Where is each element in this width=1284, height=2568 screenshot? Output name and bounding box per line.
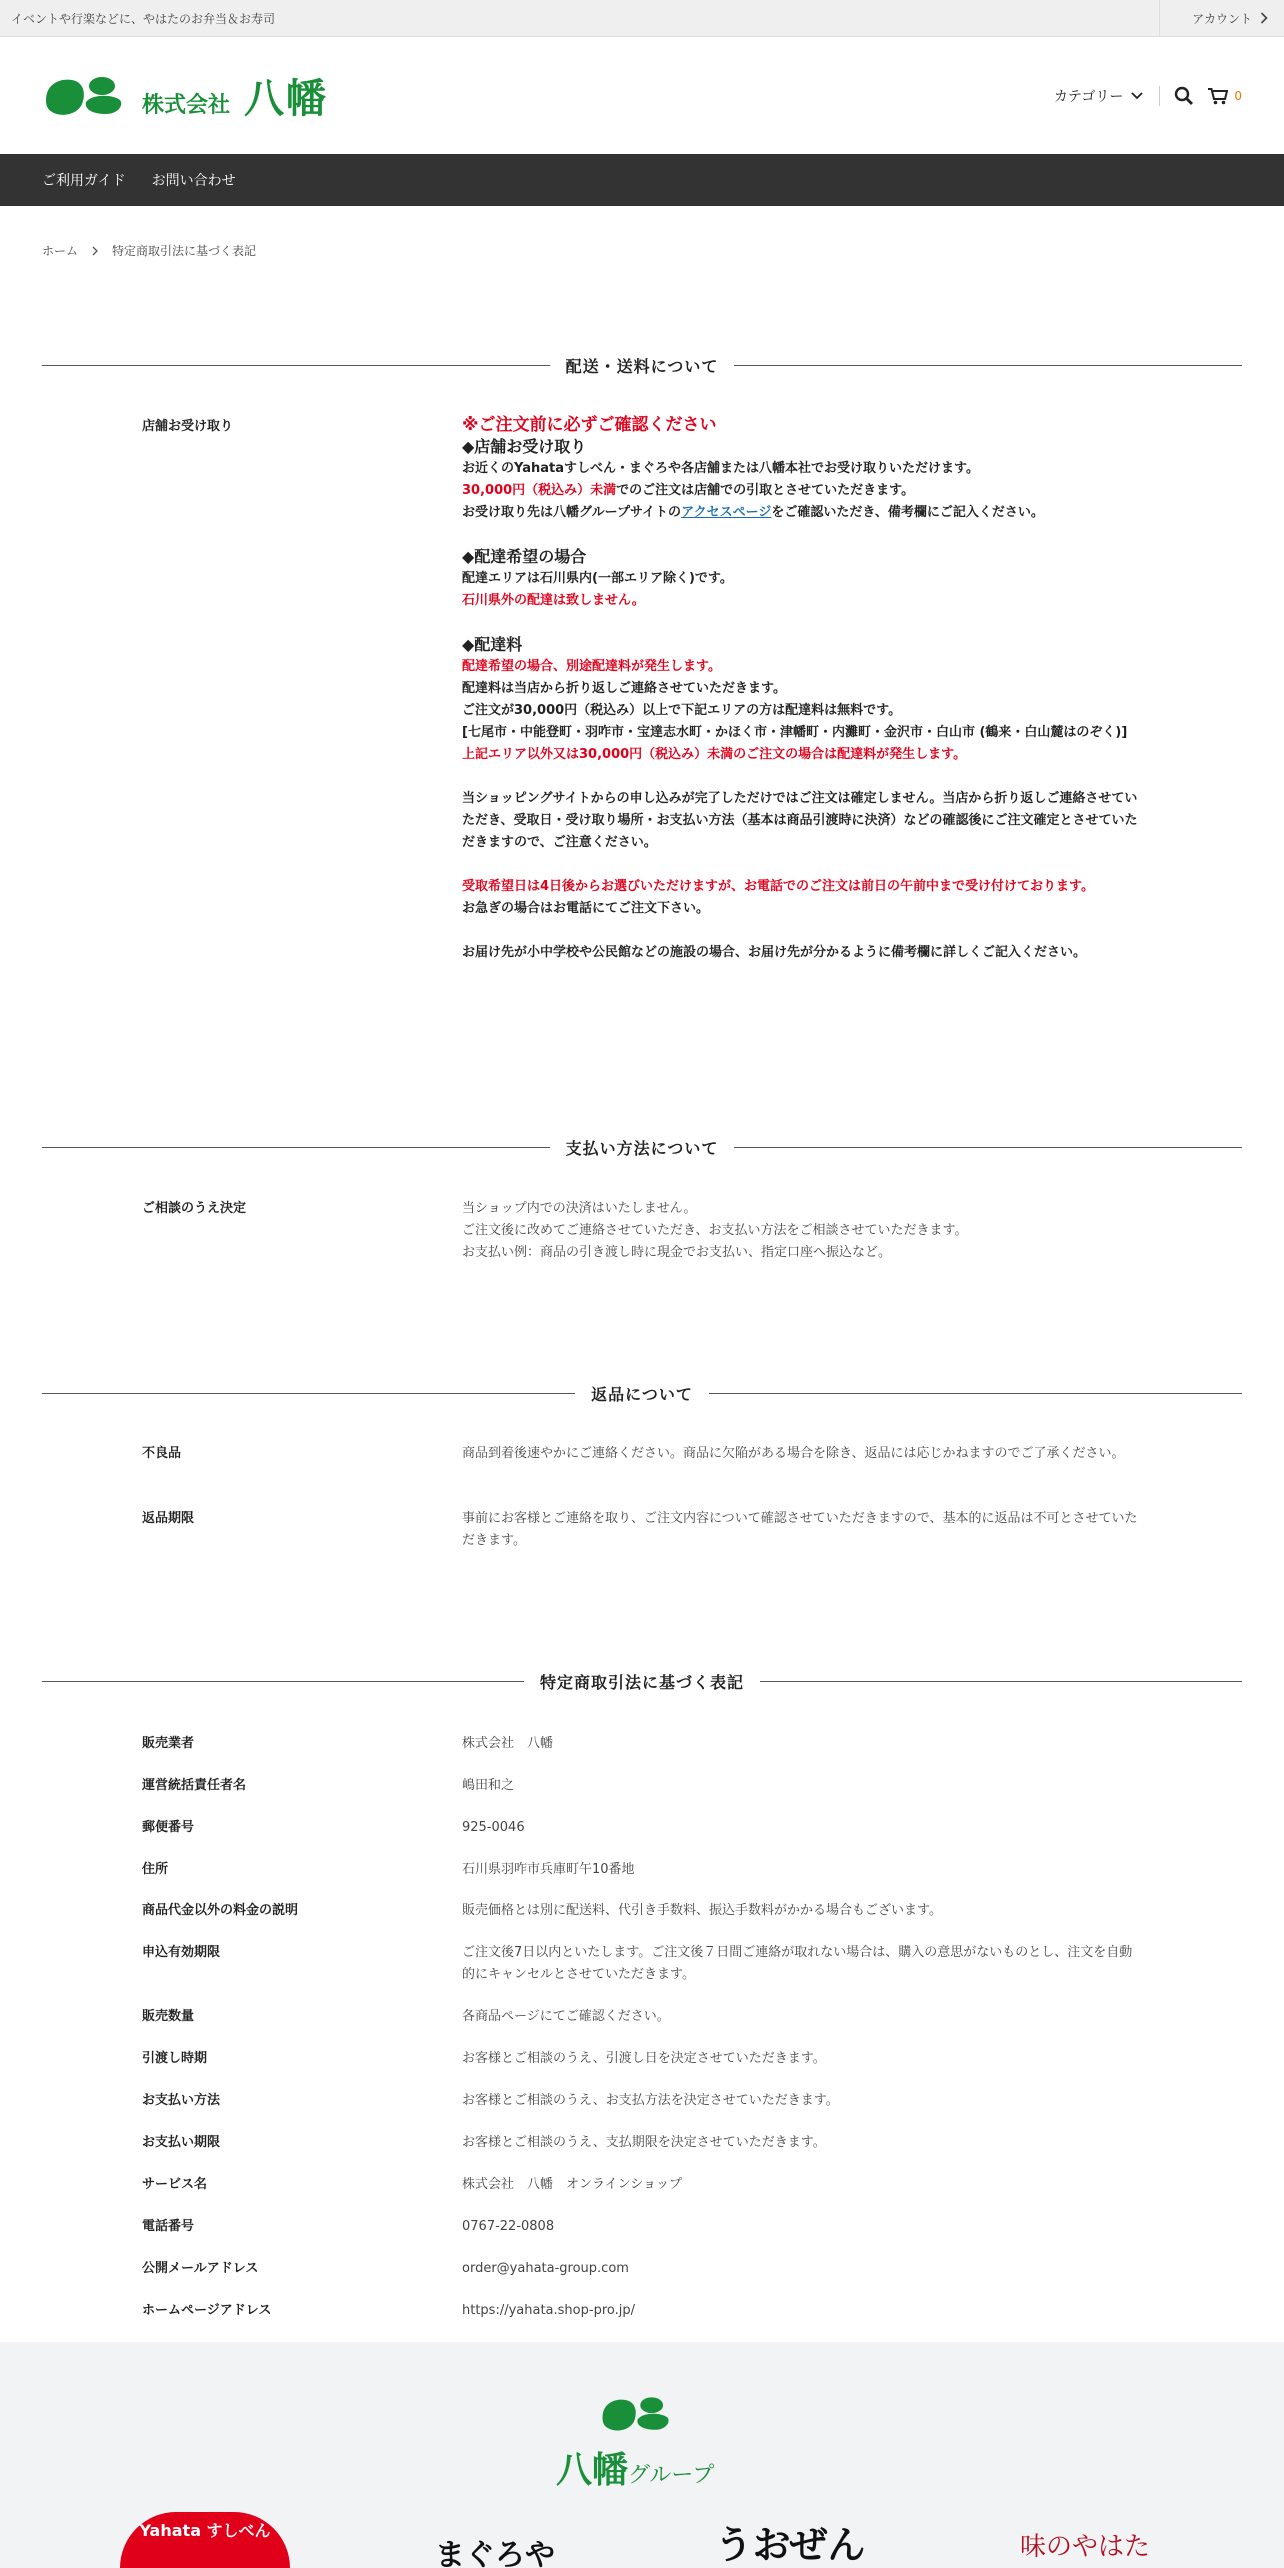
shipping-red-text: 上記エリア以外又は30,000円（税込み）未満のご注文の場合は配達料が発生します。 <box>462 747 967 762</box>
shipping-text: [七尾市・中能登町・羽咋市・宝達志水町・かほく市・津幡町・内灘町・金沢市・白山市 (鶴来・白山麓はのぞく)] <box>462 725 1128 740</box>
breadcrumb <box>0 206 1284 259</box>
shipping-heading-fee: ◆配達料 <box>462 635 523 654</box>
legal-value: お客様とご相談のうえ、支払期限を決定させていただきます。 <box>462 2135 826 2150</box>
legal-label: 引渡し時期 <box>142 2051 208 2066</box>
legal-row <box>142 1942 1142 1986</box>
legal-label: 住所 <box>142 1862 169 1877</box>
legal-value: 株式会社 八幡 <box>462 1736 554 1751</box>
legal-value: 販売価格とは別に配送料、代引き手数料、振込手数料がかかる場合もございます。 <box>462 1903 942 1918</box>
brand-maguroya-logo[interactable] <box>405 2530 585 2568</box>
shipping-red-text: 受取希望日は4日後からお選びいただけますが、お電話でのご注文は前日の午前中まで受け付けております。 <box>462 879 1095 894</box>
legal-row <box>142 2216 1142 2238</box>
payment-section-title: 支払い方法について <box>42 1137 1242 1157</box>
access-page-link[interactable]: アクセスページ <box>681 505 772 520</box>
group-logo-main: 八幡 <box>556 2450 629 2491</box>
top-bar-message: イベントや行楽などに、やはたのお弁当＆お寿司 <box>11 11 276 26</box>
legal-value: https://yahata.shop-pro.jp/ <box>462 2303 635 2318</box>
brand-ajinoyahata-logo[interactable] <box>1000 2526 1170 2563</box>
legal-label: 申込有効期限 <box>142 1945 221 1960</box>
brand-uozen-logo[interactable] <box>705 2514 875 2568</box>
shipping-text: ご注文が30,000円（税込み）以上で下記エリアの方は配達料は無料です。 <box>462 703 902 718</box>
shipping-notice: ※ご注文前に必ずご確認ください <box>462 415 717 435</box>
legal-row <box>142 2048 1142 2070</box>
legal-row <box>142 2258 1142 2280</box>
shipping-heading-pickup: ◆店舗お受け取り <box>462 437 587 456</box>
shipping-details <box>462 414 1142 964</box>
shipping-text: 配達エリアは石川県内(一部エリア除く)です。 <box>462 571 733 586</box>
legal-row <box>142 1733 1142 1755</box>
returns-section-title: 返品について <box>42 1383 1242 1403</box>
returns-value: 商品到着後速やかにご連絡ください。商品に欠陥がある場合を除き、返品には応じかねますのでご了承ください。 <box>462 1446 1125 1461</box>
legal-value: 0767-22-0808 <box>462 2219 555 2234</box>
legal-row <box>142 2174 1142 2196</box>
yahata-logo-icon <box>599 2392 671 2436</box>
legal-value: 嶋田和之 <box>462 1778 515 1793</box>
site-logo[interactable] <box>42 67 328 124</box>
legal-label: 郵便番号 <box>142 1820 195 1835</box>
top-bar <box>0 0 1284 37</box>
legal-label: 商品代金以外の料金の説明 <box>142 1903 299 1918</box>
main-nav <box>0 154 1284 206</box>
legal-label: ホームページアドレス <box>142 2303 272 2318</box>
brand-uozen-name: うおぜん <box>714 2523 866 2567</box>
chevron-right-icon <box>92 246 98 256</box>
legal-value: お客様とご相談のうえ、引渡し日を決定させていただきます。 <box>462 2051 826 2066</box>
returns-row <box>142 1508 1142 1552</box>
logo-name-text: 八幡 <box>244 76 329 122</box>
nav-guide-link[interactable]: ご利用ガイド <box>42 173 126 189</box>
returns-value: 事前にお客様とご連絡を取り、ご注文内容について確認させていただきますので、基本的に返品は不可とさせていただきます。 <box>462 1511 1138 1548</box>
account-link[interactable] <box>1159 0 1284 36</box>
legal-row <box>142 2006 1142 2028</box>
shipping-heading-delivery: ◆配達希望の場合 <box>462 547 587 566</box>
legal-label: 販売業者 <box>142 1736 195 1751</box>
breadcrumb-home-link[interactable]: ホーム <box>42 244 79 258</box>
legal-row <box>142 1817 1142 1839</box>
legal-label: サービス名 <box>142 2177 208 2192</box>
payment-text: ご注文後に改めてご連絡させていただき、お支払い方法をご相談させていただきます。 <box>462 1223 968 1238</box>
legal-label: 販売数量 <box>142 2009 195 2024</box>
category-label: カテゴリー <box>1053 88 1124 105</box>
legal-value: ご注文後7日以内といたします。ご注文後７日間ご連絡が取れない場合は、購入の意思がないものとし、注文を自動的にキャンセルとさせていただきます。 <box>462 1945 1133 1982</box>
cart-button[interactable] <box>1208 87 1242 105</box>
legal-row <box>142 1775 1142 1797</box>
logo-corp-text: 株式会社 <box>142 93 231 118</box>
group-logo-sub: グループ <box>628 2463 715 2488</box>
site-footer <box>0 2342 1284 2568</box>
brand-sushiben-logo[interactable] <box>120 2512 290 2568</box>
shipping-red-text: 30,000円（税込み）未満 <box>462 483 617 498</box>
shipping-label: 店舗お受け取り <box>142 419 234 434</box>
legal-row <box>142 1900 1142 1922</box>
legal-value: 石川県羽咋市兵庫町午10番地 <box>462 1862 635 1877</box>
legal-value: order@yahata-group.com <box>462 2261 629 2276</box>
shipping-text: 配達料は当店から折り返しご連絡させていただきます。 <box>462 681 786 696</box>
shipping-text: をご確認いただき、備考欄にご記入ください。 <box>771 505 1044 520</box>
legal-row <box>142 2132 1142 2154</box>
chevron-right-icon <box>1260 12 1268 24</box>
legal-label: 運営統括責任者名 <box>142 1778 247 1793</box>
returns-label: 返品期限 <box>142 1511 195 1526</box>
legal-value: 株式会社 八幡 オンラインショップ <box>462 2177 683 2192</box>
legal-section-title: 特定商取引法に基づく表記 <box>42 1671 1242 1691</box>
shipping-text: お近くのYahataすしべん・まぐろや各店舗または八幡本社でお受け取りいただけます。 <box>462 461 979 476</box>
shipping-text: お急ぎの場合はお電話にてご注文下さい。 <box>462 901 710 916</box>
shipping-text: でのご注文は店舗での引取とさせていただきます。 <box>616 483 915 498</box>
returns-row <box>142 1443 1142 1465</box>
group-logo <box>556 2392 714 2493</box>
legal-value: 925-0046 <box>462 1820 525 1835</box>
shipping-text: お受け取り先は八幡グループサイトの <box>462 505 682 520</box>
category-dropdown[interactable] <box>1054 86 1160 106</box>
shipping-red-text: 配達希望の場合、別途配達料が発生します。 <box>462 659 721 674</box>
legal-row <box>142 2090 1142 2112</box>
brand-maguroya-name: まぐろや <box>435 2538 555 2568</box>
site-header <box>0 37 1284 154</box>
legal-row <box>142 1859 1142 1881</box>
shipping-text: お届け先が小中学校や公民館などの施設の場合、お届け先が分かるように備考欄に詳しくご記入ください。 <box>462 945 1087 960</box>
legal-label: 電話番号 <box>142 2219 195 2234</box>
cart-count: 0 <box>1234 88 1242 103</box>
payment-label: ご相談のうえ決定 <box>142 1201 247 1216</box>
search-icon[interactable] <box>1174 86 1194 106</box>
cart-icon <box>1208 87 1228 105</box>
legal-value: 各商品ページにてご確認ください。 <box>462 2009 670 2024</box>
returns-label: 不良品 <box>142 1446 182 1461</box>
yahata-logo-icon <box>42 72 124 120</box>
payment-text: 当ショップ内での決済はいたしません。 <box>462 1201 697 1216</box>
payment-text: お支払い例：商品の引き渡し時に現金でお支払い、指定口座へ振込など。 <box>462 1245 892 1260</box>
brand-sushiben-name: Yahata すしべん <box>139 2521 271 2540</box>
legal-label: お支払い方法 <box>142 2093 221 2108</box>
brand-ajinoyahata-name: 味のやはた <box>1019 2532 1150 2562</box>
legal-value: お客様とご相談のうえ、お支払方法を決定させていただきます。 <box>462 2093 839 2108</box>
payment-row <box>142 1198 1142 1264</box>
chevron-down-icon <box>1131 92 1143 100</box>
shipping-section-title: 配送・送料について <box>42 355 1242 375</box>
legal-label: 公開メールアドレス <box>142 2261 259 2276</box>
nav-contact-link[interactable]: お問い合わせ <box>151 173 236 189</box>
legal-row <box>142 2300 1142 2322</box>
shipping-text: 当ショッピングサイトからの申し込みが完了しただけではご注文は確定しません。当店から折り返しご連絡させていただき、受取日・受け取り場所・お支払い方法（基本は商品引渡時に決済）などの確認後にご注文確定とさせていただきますので、ご注意ください。 <box>462 791 1138 850</box>
breadcrumb-current: 特定商取引法に基づく表記 <box>112 244 257 258</box>
shipping-red-text: 石川県外の配達は致しません。 <box>462 593 645 608</box>
legal-label: お支払い期限 <box>142 2135 221 2150</box>
account-label: アカウント <box>1192 11 1252 26</box>
